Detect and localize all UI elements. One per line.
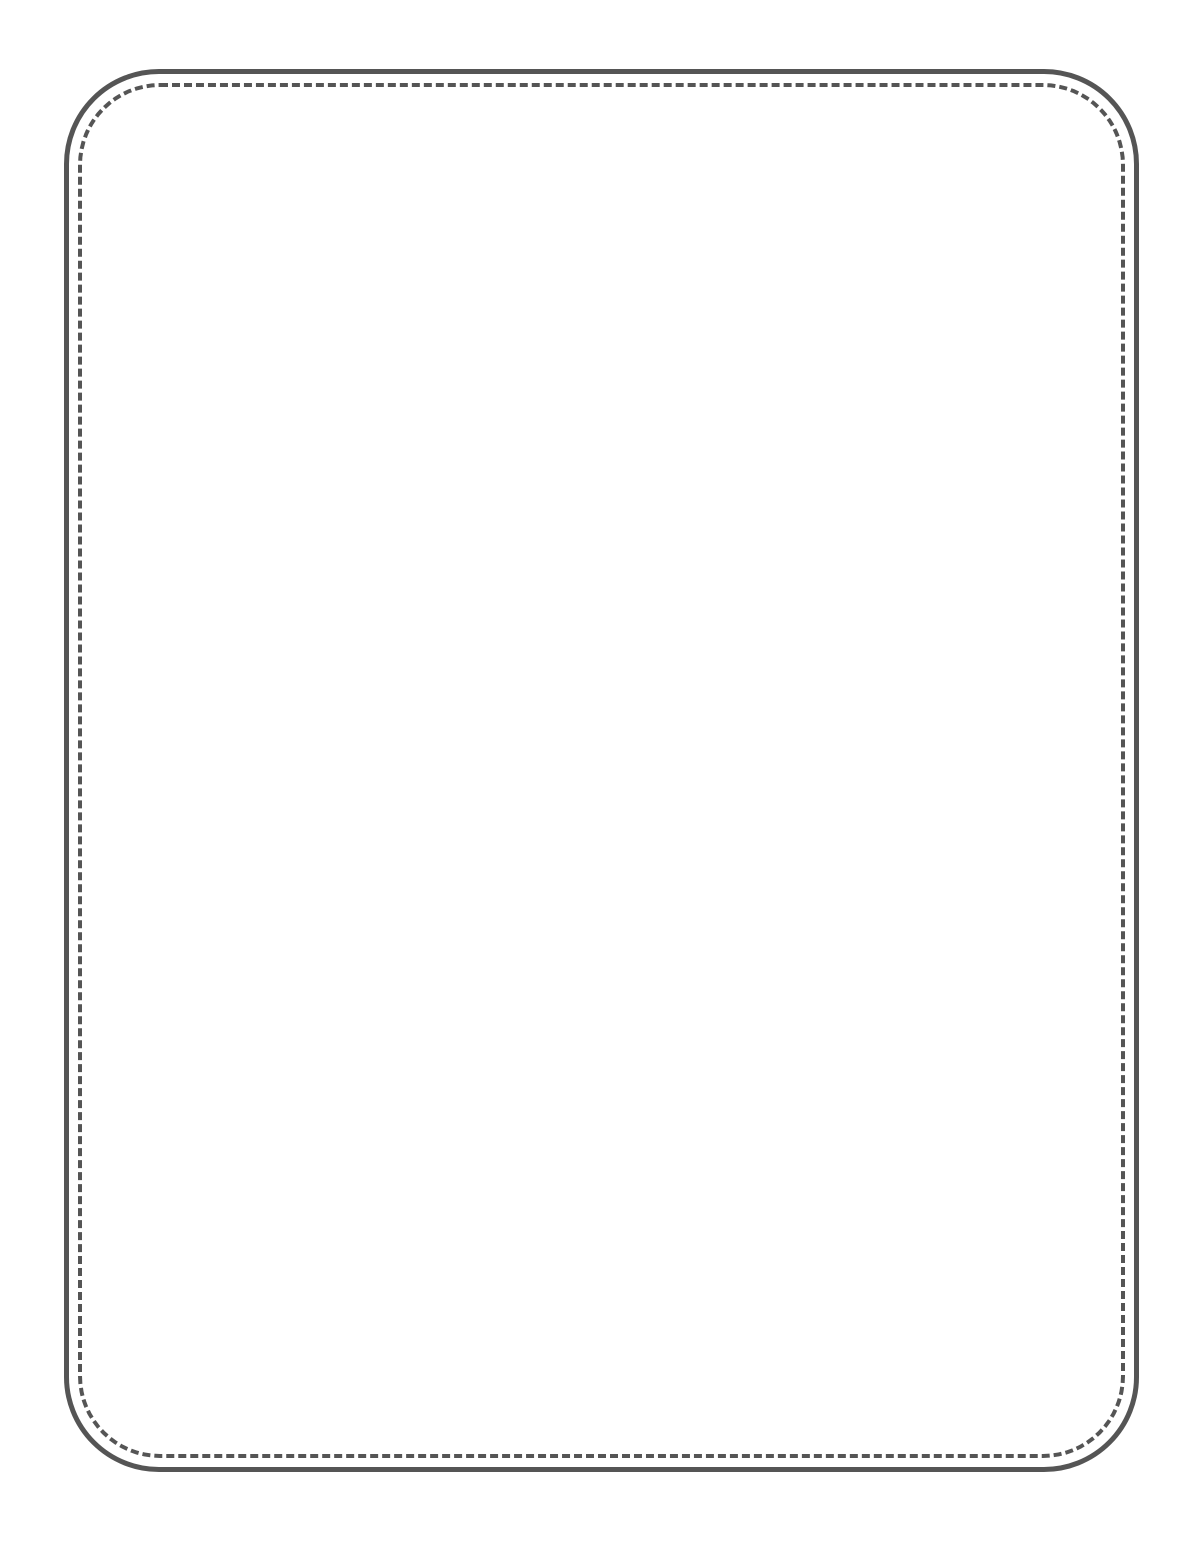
page-border-dashed [78,83,1125,1458]
